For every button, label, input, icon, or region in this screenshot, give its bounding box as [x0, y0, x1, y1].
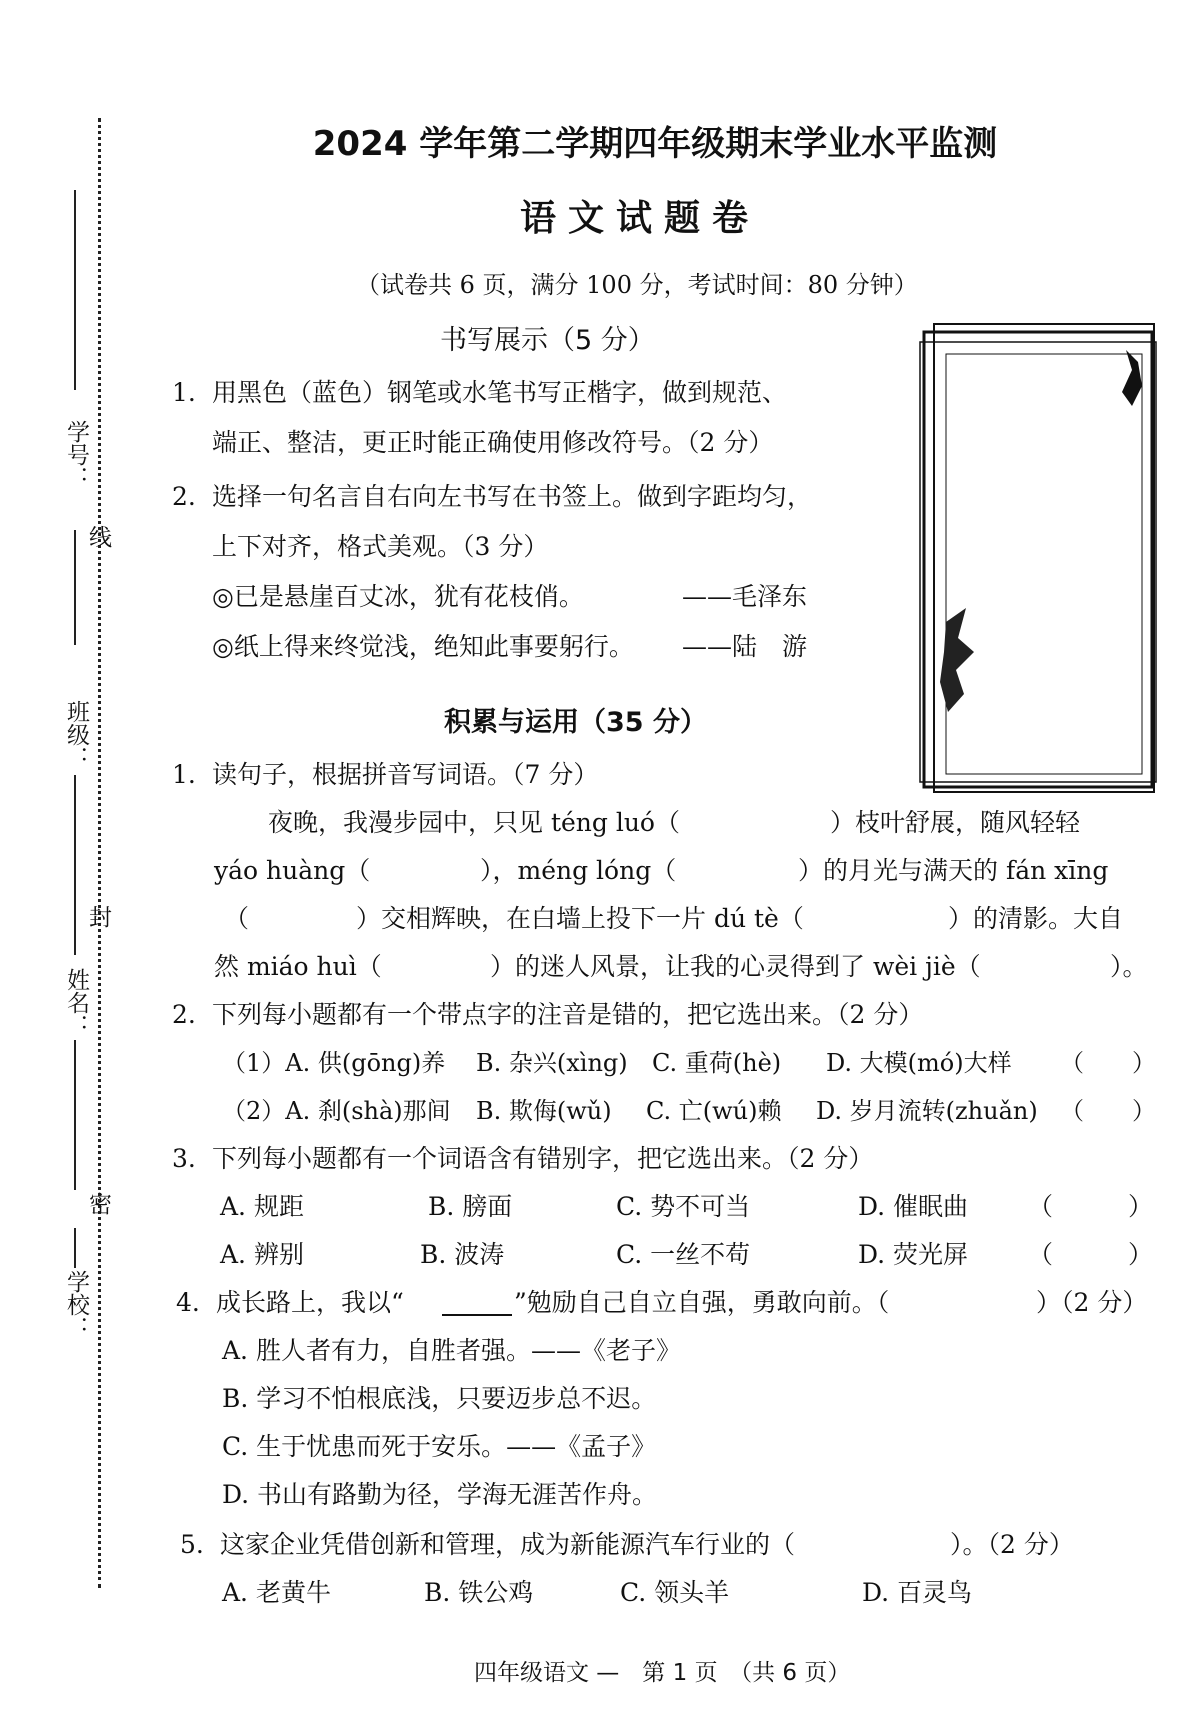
acc-q1-stem: 读句子，根据拼音写词语。（7 分）	[212, 760, 599, 789]
class-label: 班级：	[63, 700, 89, 769]
bookmark-frame-illustration	[918, 322, 1168, 800]
acc-q1-p4c: ）。	[1110, 952, 1148, 981]
acc-q1-p3a: （	[224, 904, 250, 933]
acc-q2-r2-d: D. 岁月流转(zhuǎn)	[816, 1097, 1038, 1125]
acc-q4-option-d: D. 书山有路勤为径，学海无涯苦作舟。	[222, 1480, 658, 1509]
acc-q1-p1b: ）枝叶舒展，随风轻轻	[830, 808, 1081, 837]
acc-q1-p4a: 然 miáo huì（	[214, 952, 382, 981]
acc-q5-stem-a: 这家企业凭借创新和管理，成为新能源汽车行业的（	[220, 1530, 796, 1559]
acc-q5-option-c: C. 领头羊	[620, 1578, 730, 1607]
acc-q3-stem: 下列每小题都有一个词语含有错别字，把它选出来。（2 分）	[212, 1144, 874, 1173]
accumulation-section-heading: 积累与运用（35 分）	[444, 707, 707, 738]
acc-q5-option-a: A. 老黄牛	[222, 1578, 331, 1607]
acc-q4-number: 4.	[176, 1288, 200, 1317]
acc-q4-option-b: B. 学习不怕根底浅，只要迈步总不迟。	[222, 1384, 657, 1413]
writing-q1-line1: 用黑色（蓝色）钢笔或水笔书写正楷字，做到规范、	[212, 378, 788, 407]
writing-q1-number: 1.	[172, 378, 196, 407]
acc-q1-p2b: ），méng lóng（	[480, 856, 677, 885]
acc-q4-option-c: C. 生于忧患而死于安乐。——《孟子》	[222, 1432, 657, 1461]
quote-2-text: ◎纸上得来终觉浅，绝知此事要躬行。	[212, 632, 634, 661]
acc-q2-r1-a: （1）A. 供(gōng)养	[222, 1049, 446, 1077]
acc-q5-number: 5.	[180, 1530, 204, 1559]
acc-q2-r1-b: B. 杂兴(xìng)	[476, 1049, 628, 1077]
acc-q3-r1-b: B. 膀面	[428, 1192, 513, 1221]
acc-q1-p2a: yáo huàng（	[214, 856, 371, 885]
seal-word-line: 线	[85, 525, 111, 548]
acc-q3-number: 3.	[172, 1144, 196, 1173]
acc-q4-stem-b: ”勉励自己自立自强，勇敢向前。（	[514, 1288, 890, 1317]
acc-q2-r1-answer[interactable]: （ ）	[1060, 1049, 1156, 1077]
acc-q2-number: 2.	[172, 1000, 196, 1029]
acc-q4-stem-a: 成长路上，我以“	[216, 1288, 404, 1317]
writing-q2-line1: 选择一句名言自右向左书写在书签上。做到字距均匀，	[212, 482, 813, 511]
name-label: 姓名：	[63, 968, 89, 1037]
name-blank	[74, 1040, 76, 1190]
page-footer: 四年级语文 — 第 1 页 （共 6 页）	[474, 1660, 851, 1686]
acc-q2-r2-b: B. 欺侮(wǔ)	[476, 1097, 612, 1125]
quote-2-author: ——陆 游	[682, 632, 808, 661]
binding-dotted-line	[98, 118, 101, 1588]
acc-q3-r2-b: B. 波涛	[420, 1240, 505, 1269]
acc-q1-p3c: ）的清影。大自	[948, 904, 1124, 933]
student-id-label: 学号：	[63, 420, 89, 489]
acc-q2-r2-answer[interactable]: （ ）	[1060, 1097, 1156, 1125]
student-id-blank	[74, 190, 76, 390]
seal-word-seal: 封	[85, 905, 111, 928]
acc-q3-r1-a: A. 规距	[220, 1192, 304, 1221]
acc-q1-p4b: ）的迷人风景，让我的心灵得到了 wèi jiè（	[490, 952, 981, 981]
acc-q2-r2-c: C. 亡(wú)赖	[646, 1097, 782, 1125]
acc-q4-stem-c: ）（2 分）	[1036, 1288, 1148, 1317]
quote-1-text: ◎已是悬崖百丈冰，犹有花枝俏。	[212, 582, 584, 611]
class-blank	[74, 530, 76, 645]
exam-info: （试卷共 6 页，满分 100 分，考试时间：80 分钟）	[356, 271, 918, 299]
acc-q3-r2-d: D. 荧光屏	[858, 1240, 969, 1269]
acc-q1-number: 1.	[172, 760, 196, 789]
acc-q1-p1a: 夜晚，我漫步园中，只见 téng luó（	[268, 808, 680, 837]
acc-q2-stem: 下列每小题都有一个带点字的注音是错的，把它选出来。（2 分）	[212, 1000, 924, 1029]
school-blank	[74, 1228, 76, 1268]
writing-q2-number: 2.	[172, 482, 196, 511]
acc-q3-r2-answer[interactable]: （ ）	[1028, 1240, 1154, 1269]
quote-1-author: ——毛泽东	[682, 582, 808, 611]
acc-q5-stem-b: ）。（2 分）	[950, 1530, 1074, 1559]
swallow-bottom-icon	[940, 608, 974, 712]
acc-q3-r2-a: A. 辨别	[220, 1240, 304, 1269]
acc-q3-r1-c: C. 势不可当	[616, 1192, 751, 1221]
acc-q1-p2c: ）的月光与满天的 fán xīng	[798, 856, 1109, 885]
writing-q2-line2: 上下对齐，格式美观。（3 分）	[212, 532, 549, 561]
acc-q3-r1-answer[interactable]: （ ）	[1028, 1192, 1154, 1221]
exam-subtitle: 语文试题卷	[520, 198, 761, 239]
acc-q1-p3b: ）交相辉映，在白墙上投下一片 dú tè（	[356, 904, 804, 933]
acc-q3-r1-d: D. 催眠曲	[858, 1192, 969, 1221]
seal-word-secret: 密	[85, 1192, 111, 1215]
swallow-top-icon	[1122, 350, 1142, 406]
acc-q3-r2-c: C. 一丝不苟	[616, 1240, 751, 1269]
acc-q5-option-b: B. 铁公鸡	[424, 1578, 534, 1607]
acc-q4-fill-blank[interactable]	[442, 1292, 512, 1316]
school-label: 学校：	[63, 1270, 89, 1339]
acc-q5-option-d: D. 百灵鸟	[862, 1578, 973, 1607]
writing-q1-line2: 端正、整洁，更正时能正确使用修改符号。（2 分）	[212, 428, 774, 457]
acc-q2-r2-a: （2）A. 刹(shà)那间	[222, 1097, 451, 1125]
acc-q4-option-a: A. 胜人者有力，自胜者强。——《老子》	[222, 1336, 681, 1365]
acc-q2-r1-d: D. 大模(mó)大样	[826, 1049, 1012, 1077]
class-blank-lower	[74, 775, 76, 955]
acc-q2-r1-c: C. 重荷(hè)	[652, 1049, 782, 1077]
writing-section-heading: 书写展示（5 分）	[440, 325, 655, 356]
exam-title: 2024 学年第二学期四年级期末学业水平监测	[312, 124, 998, 164]
